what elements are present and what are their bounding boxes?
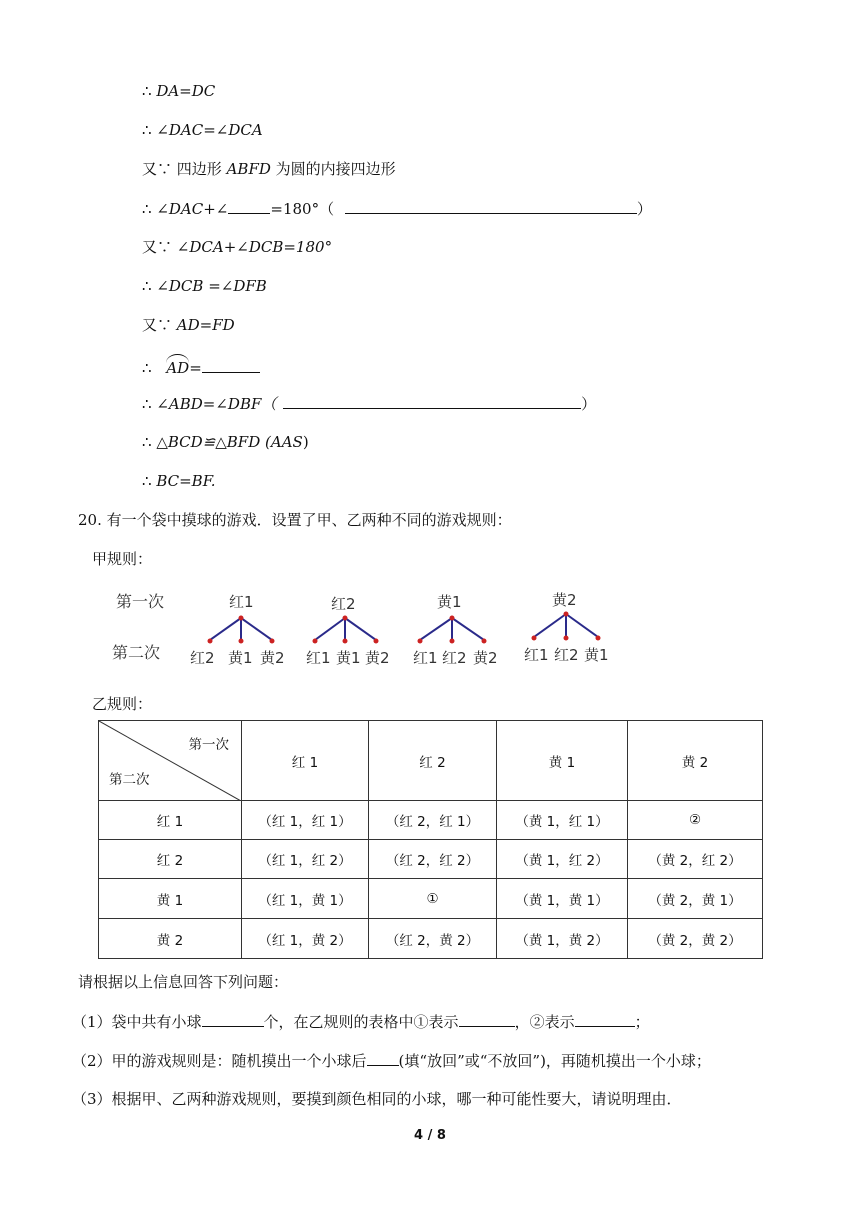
proof-line-10 (142, 432, 309, 452)
table-cell: （红 1，红 2） (242, 840, 369, 879)
tree-node-dot (374, 639, 379, 644)
tree-leaf-label: 黄2 (365, 649, 390, 667)
table-cell: ① (369, 879, 497, 919)
table-row-header: 黄 1 (99, 879, 242, 919)
tree-leaf-label: 红1 (413, 649, 438, 667)
tree-top-label: 黄2 (552, 591, 577, 609)
table-cell: （红 1，黄 1） (242, 879, 369, 919)
tree-node-dot (239, 616, 244, 621)
therefore-symbol: ∴ (142, 472, 152, 490)
corner-label-second: 第二次 (109, 772, 150, 788)
table-cell: （黄 1，红 2） (497, 840, 628, 879)
answer-blank[interactable] (202, 357, 260, 373)
corner-label-first: 第一次 (188, 737, 229, 753)
tree-top-label: 红1 (229, 593, 254, 611)
tree-node-dot (450, 616, 455, 621)
table-cell: （黄 2，红 2） (628, 840, 763, 879)
tree-leaf-label: 红2 (190, 649, 215, 667)
proof-line-4 (142, 198, 652, 219)
question-text: 个，在乙规则的表格中①表示 (263, 1013, 459, 1031)
tree-diagram (100, 585, 620, 675)
tree-leaf-label: 红2 (442, 649, 467, 667)
questions-intro: 请根据以上信息回答下列问题： (78, 973, 289, 991)
because-symbol: 又∵ (142, 160, 173, 178)
tree-node-dot (564, 612, 569, 617)
proof-text: BC=BF. (156, 472, 216, 490)
therefore-symbol: ∴ (142, 359, 152, 377)
tree-node-dot (208, 639, 213, 644)
table-row-header: 红 1 (99, 801, 242, 840)
rule-a-label: 甲规则： (92, 550, 153, 568)
table-row (99, 919, 763, 959)
tree-leaf-label: 红1 (524, 646, 549, 664)
proof-line-6 (142, 276, 267, 296)
answer-blank[interactable] (202, 1011, 264, 1027)
proof-text: AAS (270, 433, 303, 451)
reason-blank[interactable] (345, 198, 637, 214)
tree-group-1 (210, 618, 272, 640)
reason-blank[interactable] (283, 393, 581, 409)
table-cell: （黄 1，黄 2） (497, 919, 628, 959)
therefore-symbol: ∴ (142, 82, 152, 100)
table-col-header: 黄 2 (628, 721, 763, 801)
table-cell: （黄 1，黄 1） (497, 879, 628, 919)
tree-leaf-label: 红2 (554, 646, 579, 664)
table-cell: （红 1，黄 2） (242, 919, 369, 959)
proof-text: ∠DCA+∠DCB=180° (176, 238, 333, 256)
page-number: 4 / 8 (414, 1128, 446, 1143)
table-cell: ② (628, 801, 763, 840)
proof-text: ∠DCB =∠DFB (156, 277, 267, 295)
proof-line-7 (142, 315, 235, 335)
proof-text: ∠DAC+∠ (156, 200, 229, 218)
tree-row-label-first: 第一次 (116, 592, 165, 611)
therefore-symbol: ∴ (142, 395, 152, 413)
tree-leaf-label: 红1 (306, 649, 331, 667)
tree-node-dot (418, 639, 423, 644)
tree-leaf-label: 黄2 (260, 649, 285, 667)
proof-text-italic: ABFD (226, 160, 271, 178)
tree-node-dot (313, 639, 318, 644)
tree-node-dot (564, 636, 569, 641)
tree-leaf-label: 黄1 (336, 649, 361, 667)
table-col-header: 红 1 (242, 721, 369, 801)
table-cell: （红 2，红 1） (369, 801, 497, 840)
proof-line-11 (142, 471, 216, 491)
tree-node-dot (270, 639, 275, 644)
tree-top-label: 黄1 (437, 593, 462, 611)
question-text: ； (634, 1013, 650, 1031)
close-paren: ） (636, 200, 652, 218)
table-row-header: 红 2 (99, 840, 242, 879)
proof-text: △BCD≌△BFD ( (156, 433, 271, 451)
therefore-symbol: ∴ (142, 121, 152, 139)
proof-line-8 (142, 357, 260, 378)
proof-text: =180°（ (270, 200, 335, 218)
table-corner-cell (99, 721, 242, 801)
table-row (99, 879, 763, 919)
tree-leaf-label: 黄1 (228, 649, 253, 667)
tree-group-3 (420, 618, 484, 640)
arc-ad: AD (166, 359, 190, 377)
question-text: （1）袋中共有小球 (72, 1013, 202, 1031)
outcome-table (98, 720, 763, 959)
table-cell: （黄 1，红 1） (497, 801, 628, 840)
tree-node-dot (239, 639, 244, 644)
table-col-header: 黄 1 (497, 721, 628, 801)
table-col-header: 红 2 (369, 721, 497, 801)
proof-text: ∠ABD=∠DBF（ (156, 395, 277, 413)
tree-node-dot (482, 639, 487, 644)
answer-blank[interactable] (459, 1011, 515, 1027)
table-row (99, 840, 763, 879)
tree-row-label-second: 第二次 (112, 643, 161, 662)
proof-line-1 (142, 81, 215, 101)
table-cell: （红 2，红 2） (369, 840, 497, 879)
proof-line-5 (142, 237, 332, 257)
therefore-symbol: ∴ (142, 200, 152, 218)
because-symbol: 又∵ (142, 316, 173, 334)
table-row (99, 801, 763, 840)
close-paren: ） (581, 395, 597, 413)
question-text: (填“放回”或“不放回”)，再随机摸出一个小球； (398, 1052, 711, 1070)
table-row-header: 黄 2 (99, 919, 242, 959)
therefore-symbol: ∴ (142, 433, 152, 451)
table-cell: （红 2，黄 2） (369, 919, 497, 959)
table-cell: （红 1，红 1） (242, 801, 369, 840)
question-1 (72, 1011, 650, 1032)
tree-node-dot (343, 639, 348, 644)
answer-blank[interactable] (575, 1011, 635, 1027)
question-text: （2）甲的游戏规则是：随机摸出一个小球后 (72, 1052, 367, 1070)
tree-node-dot (343, 616, 348, 621)
tree-node-dot (532, 636, 537, 641)
tree-group-4 (534, 614, 598, 637)
therefore-symbol: ∴ (142, 277, 152, 295)
proof-text: 为圆的内接四边形 (275, 160, 396, 178)
proof-text: AD=FD (176, 316, 235, 334)
proof-text: DA=DC (156, 82, 216, 100)
rule-b-label: 乙规则： (92, 695, 153, 713)
tree-top-label: 红2 (331, 595, 356, 613)
question-text: ，②表示 (514, 1013, 575, 1031)
because-symbol: 又∵ (142, 238, 173, 256)
answer-blank[interactable] (367, 1050, 399, 1066)
table-cell: （黄 2，黄 1） (628, 879, 763, 919)
tree-node-dot (450, 639, 455, 644)
proof-text: ) (302, 433, 309, 451)
proof-text: 四边形 (176, 160, 222, 178)
proof-line-2 (142, 120, 263, 140)
question-20-stem: 20. 有一个袋中摸球的游戏．设置了甲、乙两种不同的游戏规则： (78, 511, 512, 529)
question-2 (72, 1050, 711, 1071)
tree-group-2 (315, 618, 376, 640)
table-cell: （黄 2，黄 2） (628, 919, 763, 959)
tree-leaf-label: 黄2 (473, 649, 498, 667)
tree-leaf-label: 黄1 (584, 646, 609, 664)
proof-text: = (189, 359, 202, 377)
answer-blank[interactable] (228, 198, 270, 214)
proof-line-3 (142, 159, 396, 179)
proof-line-9 (142, 393, 596, 414)
proof-text: ∠DAC=∠DCA (156, 121, 263, 139)
tree-node-dot (596, 636, 601, 641)
question-3: （3）根据甲、乙两种游戏规则，要摸到颜色相同的小球，哪一种可能性要大，请说明理由． (72, 1090, 682, 1108)
